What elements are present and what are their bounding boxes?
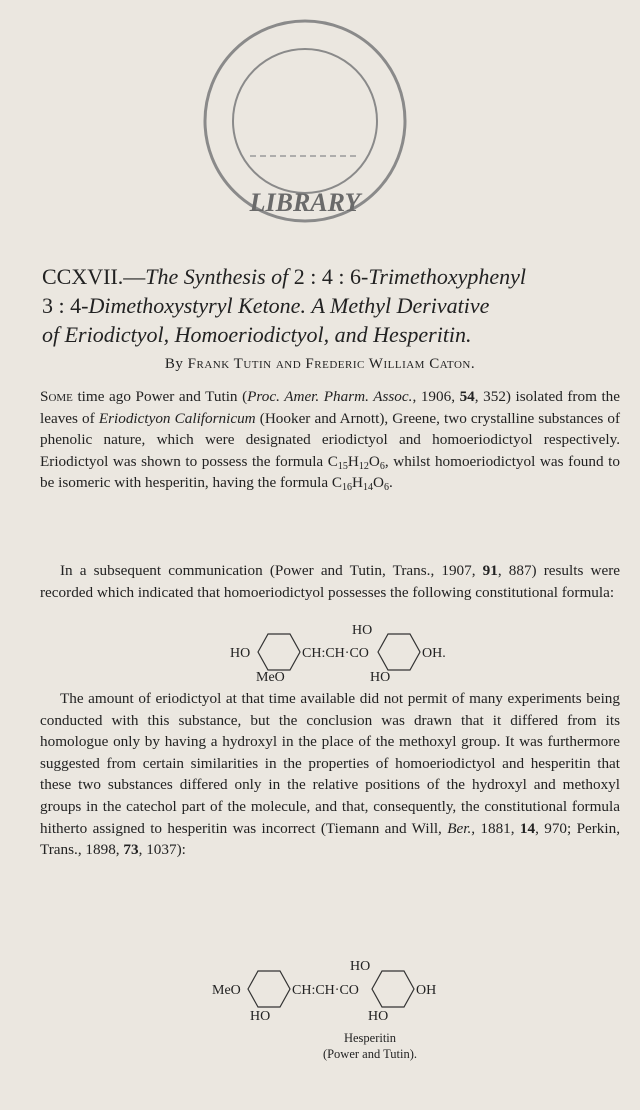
formula-homoeriodictyol — [230, 620, 490, 686]
formula2-left-label: MeO — [212, 983, 241, 998]
caption-source: (Power and Tutin). — [322, 1047, 418, 1061]
article-number: CCXVII. — [42, 264, 124, 289]
article-title: CCXVII.—The Synthesis of 2 : 4 : 6-Trimethoxyphenyl 3 : 4-Dimethoxystyryl Ketone. A Methyl Derivative of Eriodictyol, Homoeriodictyol, and Hesperitin. — [42, 264, 526, 347]
formula1-chain-label: CH:CH·CO — [302, 646, 369, 661]
formula2-bottom-left-label: HO — [250, 1009, 271, 1024]
formula1-bottom-right-label: HO — [370, 670, 391, 685]
library-stamp — [190, 6, 420, 236]
formula1-top-label: HO — [352, 623, 373, 638]
formula-hesperitin — [212, 956, 492, 1026]
formula2-caption — [280, 1030, 460, 1062]
stamp-text: LIBRARY — [249, 188, 361, 217]
paragraph-3: The amount of eriodictyol at that time available did not permit of many experiments being conducted with this substance, but the conclusion was drawn that it differed from its homologue only by having a hydroxyl in the place of the methoxyl group. It was furthermore suggested from certain similarities in the properties of homoeriodictyol and hesperitin that these two substances differed only in the relative positions of the hydroxyl and methoxyl groups in the catechol part of the molecule, and that, consequently, the constitutional formula hitherto assigned to hesperitin was incorrect (Tiemann and Will, Ber., 1881, 14, 970; Perkin, Trans., 1898, 73, 1037): — [40, 690, 621, 859]
caption-name: Hesperitin — [343, 1031, 397, 1045]
formula1-right-label: OH. — [422, 646, 446, 661]
paragraph-2: In a subsequent communication (Power and Tutin, Trans., 1907, 91, 887) results were recorded which indicated that homoeriodictyol possesses the following constitutional formula: — [40, 562, 620, 601]
formula1-bottom-left-label: MeO — [256, 670, 285, 685]
formula2-chain-label: CH:CH·CO — [292, 983, 359, 998]
authors: Frank Tutin and Frederic William Caton. — [187, 356, 476, 372]
formula2-top-label: HO — [350, 959, 371, 974]
formula1-left-label: HO — [230, 646, 251, 661]
paragraph-1: Some time ago Power and Tutin (Proc. Amer. Pharm. Assoc., 1906, 54, 352) isolated from the leaves of Eriodictyon Californicum (Hooker and Arnott), Greene, two crystalline substances of phenolic nature, which were designated eriodictyol and homoeriodictyol respectively. Eriodictyol was shown to possess the formula $C_{15}H_{12}O_6$, whilst homoeriodictyol was found to be isomeric with hesperitin, having the formula $C_{16}H_{14}O_6$. — [40, 388, 621, 494]
byline: By Frank Tutin and Frederic William Caton. — [164, 356, 476, 372]
formula2-right-label: OH — [416, 983, 437, 998]
formula2-bottom-right-label: HO — [368, 1009, 389, 1024]
